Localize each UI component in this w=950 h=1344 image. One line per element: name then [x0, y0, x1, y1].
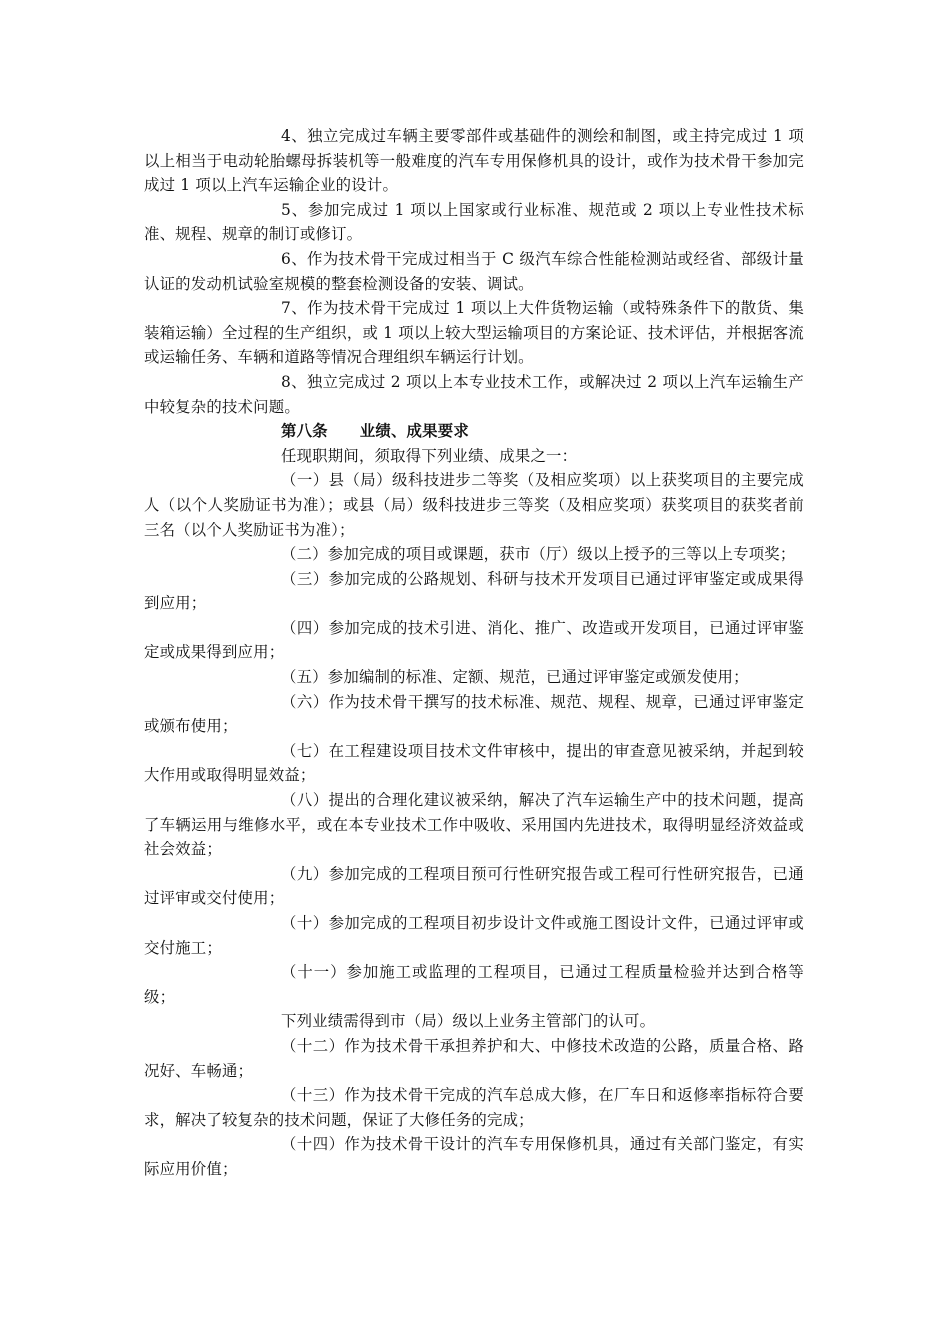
- article-title: 业绩、成果要求: [359, 422, 469, 441]
- intro-paragraph: 任现职期间，须取得下列业绩、成果之一：: [281, 446, 578, 465]
- requirement-item-2: （二）参加完成的项目或课题，获市（厅）级以上授予的三等以上专项奖；: [281, 545, 796, 564]
- requirement-item-4: （四）参加完成的技术引进、消化、推广、改造或开发项目，已通过评审鉴定或成果得到应用；: [144, 618, 804, 662]
- requirement-item-14: （十四）作为技术骨干设计的汽车专用保修机具，通过有关部门鉴定，有实际应用价值；: [144, 1135, 804, 1178]
- requirement-item-1: （一）县（局）级科技进步二等奖（及相应奖项）以上获奖项目的主要完成人（以个人奖励证书为准）；或县（局）级科技进步三等奖（及相应奖项）获奖项目的获奖者前三名（以个人奖励证书为准）；: [144, 471, 804, 539]
- requirement-item-5: （五）参加编制的标准、定额、规范，已通过评审鉴定或颁发使用；: [281, 668, 749, 687]
- paragraph-item-6: 6、作为技术骨干完成过相当于 C 级汽车综合性能检测站或经省、部级计量认证的发动机试验室规模的整套检测设备的安装、调试。: [144, 249, 804, 293]
- requirement-item-12: （十二）作为技术骨干承担养护和大、中修技术改造的公路，质量合格、路况好、车畅通；: [144, 1036, 804, 1080]
- paragraph-item-8: 8、独立完成过 2 项以上本专业技术工作，或解决过 2 项以上汽车运输生产中较复杂的技术问题。: [144, 372, 804, 416]
- requirement-item-10: （十）参加完成的工程项目初步设计文件或施工图设计文件，已通过评审或交付施工；: [144, 914, 804, 957]
- paragraph-item-4: 4、独立完成过车辆主要零部件或基础件的测绘和制图，或主持完成过 1 项以上相当于电动轮胎螺母拆装机等一般难度的汽车专用保修机具的设计，或作为技术骨干参加完成过 1 项以上汽车运输企业的设计。: [144, 127, 804, 195]
- article-heading: [144, 419, 804, 444]
- approval-note: 下列业绩需得到市（局）级以上业务主管部门的认可。: [281, 1012, 656, 1031]
- requirement-item-7: （七）在工程建设项目技术文件审核中，提出的审查意见被采纳，并起到较大作用或取得明显效益；: [144, 741, 804, 785]
- requirement-item-3: （三）参加完成的公路规划、科研与技术开发项目已通过评审鉴定或成果得到应用；: [144, 569, 804, 613]
- requirement-item-11: （十一）参加施工或监理的工程项目，已通过工程质量检验并达到合格等级；: [144, 963, 804, 1006]
- requirement-item-13: （十三）作为技术骨干完成的汽车总成大修，在厂车日和返修率指标符合要求，解决了较复杂的技术问题，保证了大修任务的完成；: [144, 1086, 804, 1129]
- article-number: 第八条: [281, 422, 328, 441]
- requirement-item-6: （六）作为技术骨干撰写的技术标准、规范、规程、规章，已通过评审鉴定或颁布使用；: [144, 692, 804, 736]
- requirement-item-8: （八）提出的合理化建议被采纳，解决了汽车运输生产中的技术问题，提高了车辆运用与维修水平，或在本专业技术工作中吸收、采用国内先进技术，取得明显经济效益或社会效益；: [144, 791, 804, 859]
- requirement-item-9: （九）参加完成的工程项目预可行性研究报告或工程可行性研究报告，已通过评审或交付使用；: [144, 864, 804, 908]
- paragraph-item-7: 7、作为技术骨干完成过 1 项以上大件货物运输（或特殊条件下的散货、集装箱运输）全过程的生产组织，或 1 项以上较大型运输项目的方案论证、技术评估，并根据客流或运输任务、车辆和道路等情况合理组织车辆运行计划。: [144, 299, 804, 367]
- paragraph-item-5: 5、参加完成过 1 项以上国家或行业标准、规范或 2 项以上专业性技术标准、规程、规章的制订或修订。: [144, 200, 804, 244]
- document-page: [144, 124, 804, 1182]
